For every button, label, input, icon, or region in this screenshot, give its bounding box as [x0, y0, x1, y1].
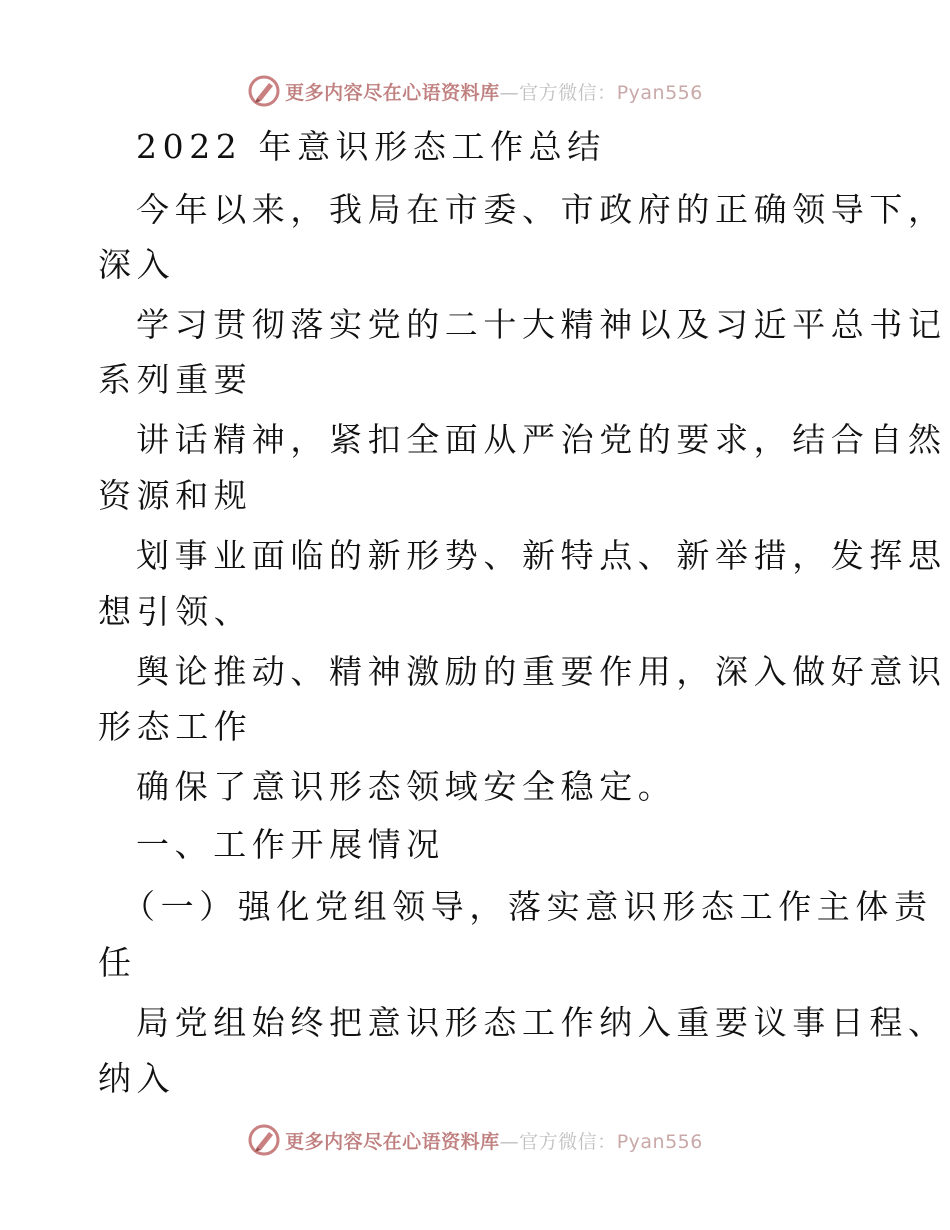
subsection-heading: （一）强化党组领导，落实意识形态工作主体责: [122, 887, 933, 926]
pen-logo-icon: [247, 74, 281, 108]
paragraph-line: 资源和规: [98, 476, 253, 515]
header-watermark: [0, 71, 950, 111]
document-title: 2022 年意识形态工作总结: [136, 127, 606, 166]
footer-watermark: [0, 1120, 950, 1160]
paragraph-line: 局党组始终把意识形态工作纳入重要议事日程、: [136, 1003, 947, 1042]
paragraph-line: 想引领、: [98, 592, 253, 631]
paragraph-line: 形态工作: [98, 707, 253, 746]
paragraph-line: 任: [98, 943, 137, 982]
paragraph-line: 学习贯彻落实党的二十大精神以及习近平总书记: [136, 305, 947, 344]
paragraph-line: 系列重要: [98, 360, 253, 399]
paragraph-line: 讲话精神，紧扣全面从严治党的要求，结合自然: [136, 420, 947, 459]
watermark-text: 更多内容尽在心语资料库—官方微信：Pyan556: [285, 1130, 703, 1153]
paragraph-line: 划事业面临的新形势、新特点、新举措，发挥思: [136, 536, 947, 575]
watermark-text: 更多内容尽在心语资料库—官方微信：Pyan556: [285, 81, 703, 104]
paragraph-line: 深入: [98, 245, 176, 284]
paragraph-line: 纳入: [98, 1059, 176, 1098]
paragraph-line: 确保了意识形态领域安全稳定。: [136, 767, 677, 806]
pen-logo-icon: [247, 1123, 281, 1157]
paragraph-line: 今年以来，我局在市委、市政府的正确领导下，: [136, 190, 947, 229]
paragraph-line: 舆论推动、精神激励的重要作用，深入做好意识: [136, 652, 947, 691]
section-heading: 一、工作开展情况: [136, 825, 445, 864]
